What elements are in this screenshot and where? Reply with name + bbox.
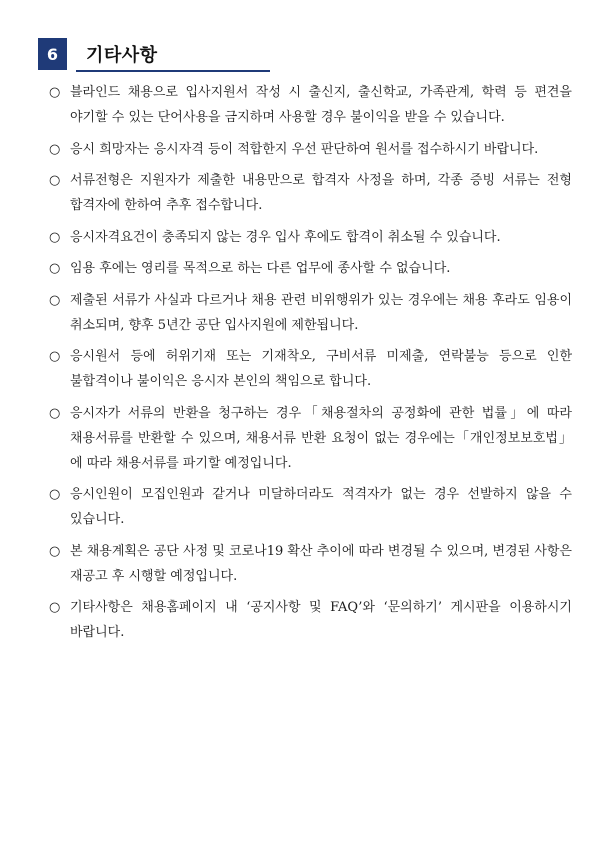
list-item bbox=[46, 539, 572, 589]
section-title-underline bbox=[76, 70, 270, 72]
circle-bullet-icon: ○ bbox=[49, 292, 61, 308]
list-item bbox=[46, 288, 572, 338]
list-item bbox=[46, 595, 572, 645]
list-item bbox=[46, 256, 572, 281]
circle-bullet-icon: ○ bbox=[49, 229, 61, 245]
list-item-text: 응시자가 서류의 반환을 청구하는 경우「채용절차의 공정화에 관한 법률」에 따라 채용서류를 반환할 수 있으며, 채용서류 반환 요청이 없는 경우에는「개인정보보호법」에 따라 채용서류를 파기할 예정입니다. bbox=[70, 405, 572, 471]
list-item-text: 블라인드 채용으로 입사지원서 작성 시 출신지, 출신학교, 가족관계, 학력 등 편견을 야기할 수 있는 단어사용을 금지하며 사용할 경우 불이익을 받을 수 있습니다. bbox=[70, 85, 572, 125]
circle-bullet-icon: ○ bbox=[49, 405, 61, 421]
circle-bullet-icon: ○ bbox=[49, 173, 61, 188]
list-item bbox=[46, 137, 572, 162]
list-item-text: 응시자격요건이 충족되지 않는 경우 입사 후에도 합격이 취소될 수 있습니다. bbox=[70, 229, 501, 245]
list-item bbox=[46, 168, 572, 218]
circle-bullet-icon: ○ bbox=[49, 141, 61, 157]
list-item-text: 응시 희망자는 응시자격 등이 적합한지 우선 판단하여 원서를 접수하시기 바랍니다. bbox=[70, 141, 539, 157]
list-item bbox=[46, 482, 572, 532]
list-item bbox=[46, 344, 572, 394]
list-item-text: 응시원서 등에 허위기재 또는 기재착오, 구비서류 미제출, 연락불능 등으로 인한 불합격이나 불이익은 응시자 본인의 책임으로 합니다. bbox=[70, 349, 572, 389]
section-title: 기타사항 bbox=[86, 45, 158, 66]
list-item-text: 제출된 서류가 사실과 다르거나 채용 관련 비위행위가 있는 경우에는 채용 후라도 임용이 취소되며, 향후 5년간 공단 입사지원에 제한됩니다. bbox=[70, 292, 572, 333]
circle-bullet-icon: ○ bbox=[49, 85, 61, 100]
list-item-text: 서류전형은 지원자가 제출한 내용만으로 합격자 사정을 하며, 각종 증빙 서류는 전형 합격자에 한하여 추후 접수합니다. bbox=[70, 173, 572, 213]
list-item bbox=[46, 80, 572, 130]
list-item-text: 임용 후에는 영리를 목적으로 하는 다른 업무에 종사할 수 없습니다. bbox=[70, 261, 451, 276]
section-header bbox=[38, 38, 270, 72]
list-item-text: 본 채용계획은 공단 사정 및 코로나19 확산 추이에 따라 변경될 수 있으며, 변경된 사항은 재공고 후 시행할 예정입니다. bbox=[70, 543, 572, 584]
list-item bbox=[46, 225, 572, 250]
circle-bullet-icon: ○ bbox=[49, 261, 61, 276]
circle-bullet-icon: ○ bbox=[49, 600, 61, 615]
section-number-badge: 6 bbox=[38, 38, 67, 70]
list-item bbox=[46, 401, 572, 476]
list-item-text: 기타사항은 채용홈페이지 내 ‘공지사항 및 FAQ’와 ‘문의하기’ 게시판을 이용하시기 바랍니다. bbox=[70, 600, 572, 640]
circle-bullet-icon: ○ bbox=[49, 487, 61, 502]
notice-list bbox=[46, 80, 572, 652]
list-item-text: 응시인원이 모집인원과 같거나 미달하더라도 적격자가 없는 경우 선발하지 않을 수 있습니다. bbox=[70, 487, 572, 527]
circle-bullet-icon: ○ bbox=[49, 543, 61, 559]
circle-bullet-icon: ○ bbox=[49, 349, 61, 364]
